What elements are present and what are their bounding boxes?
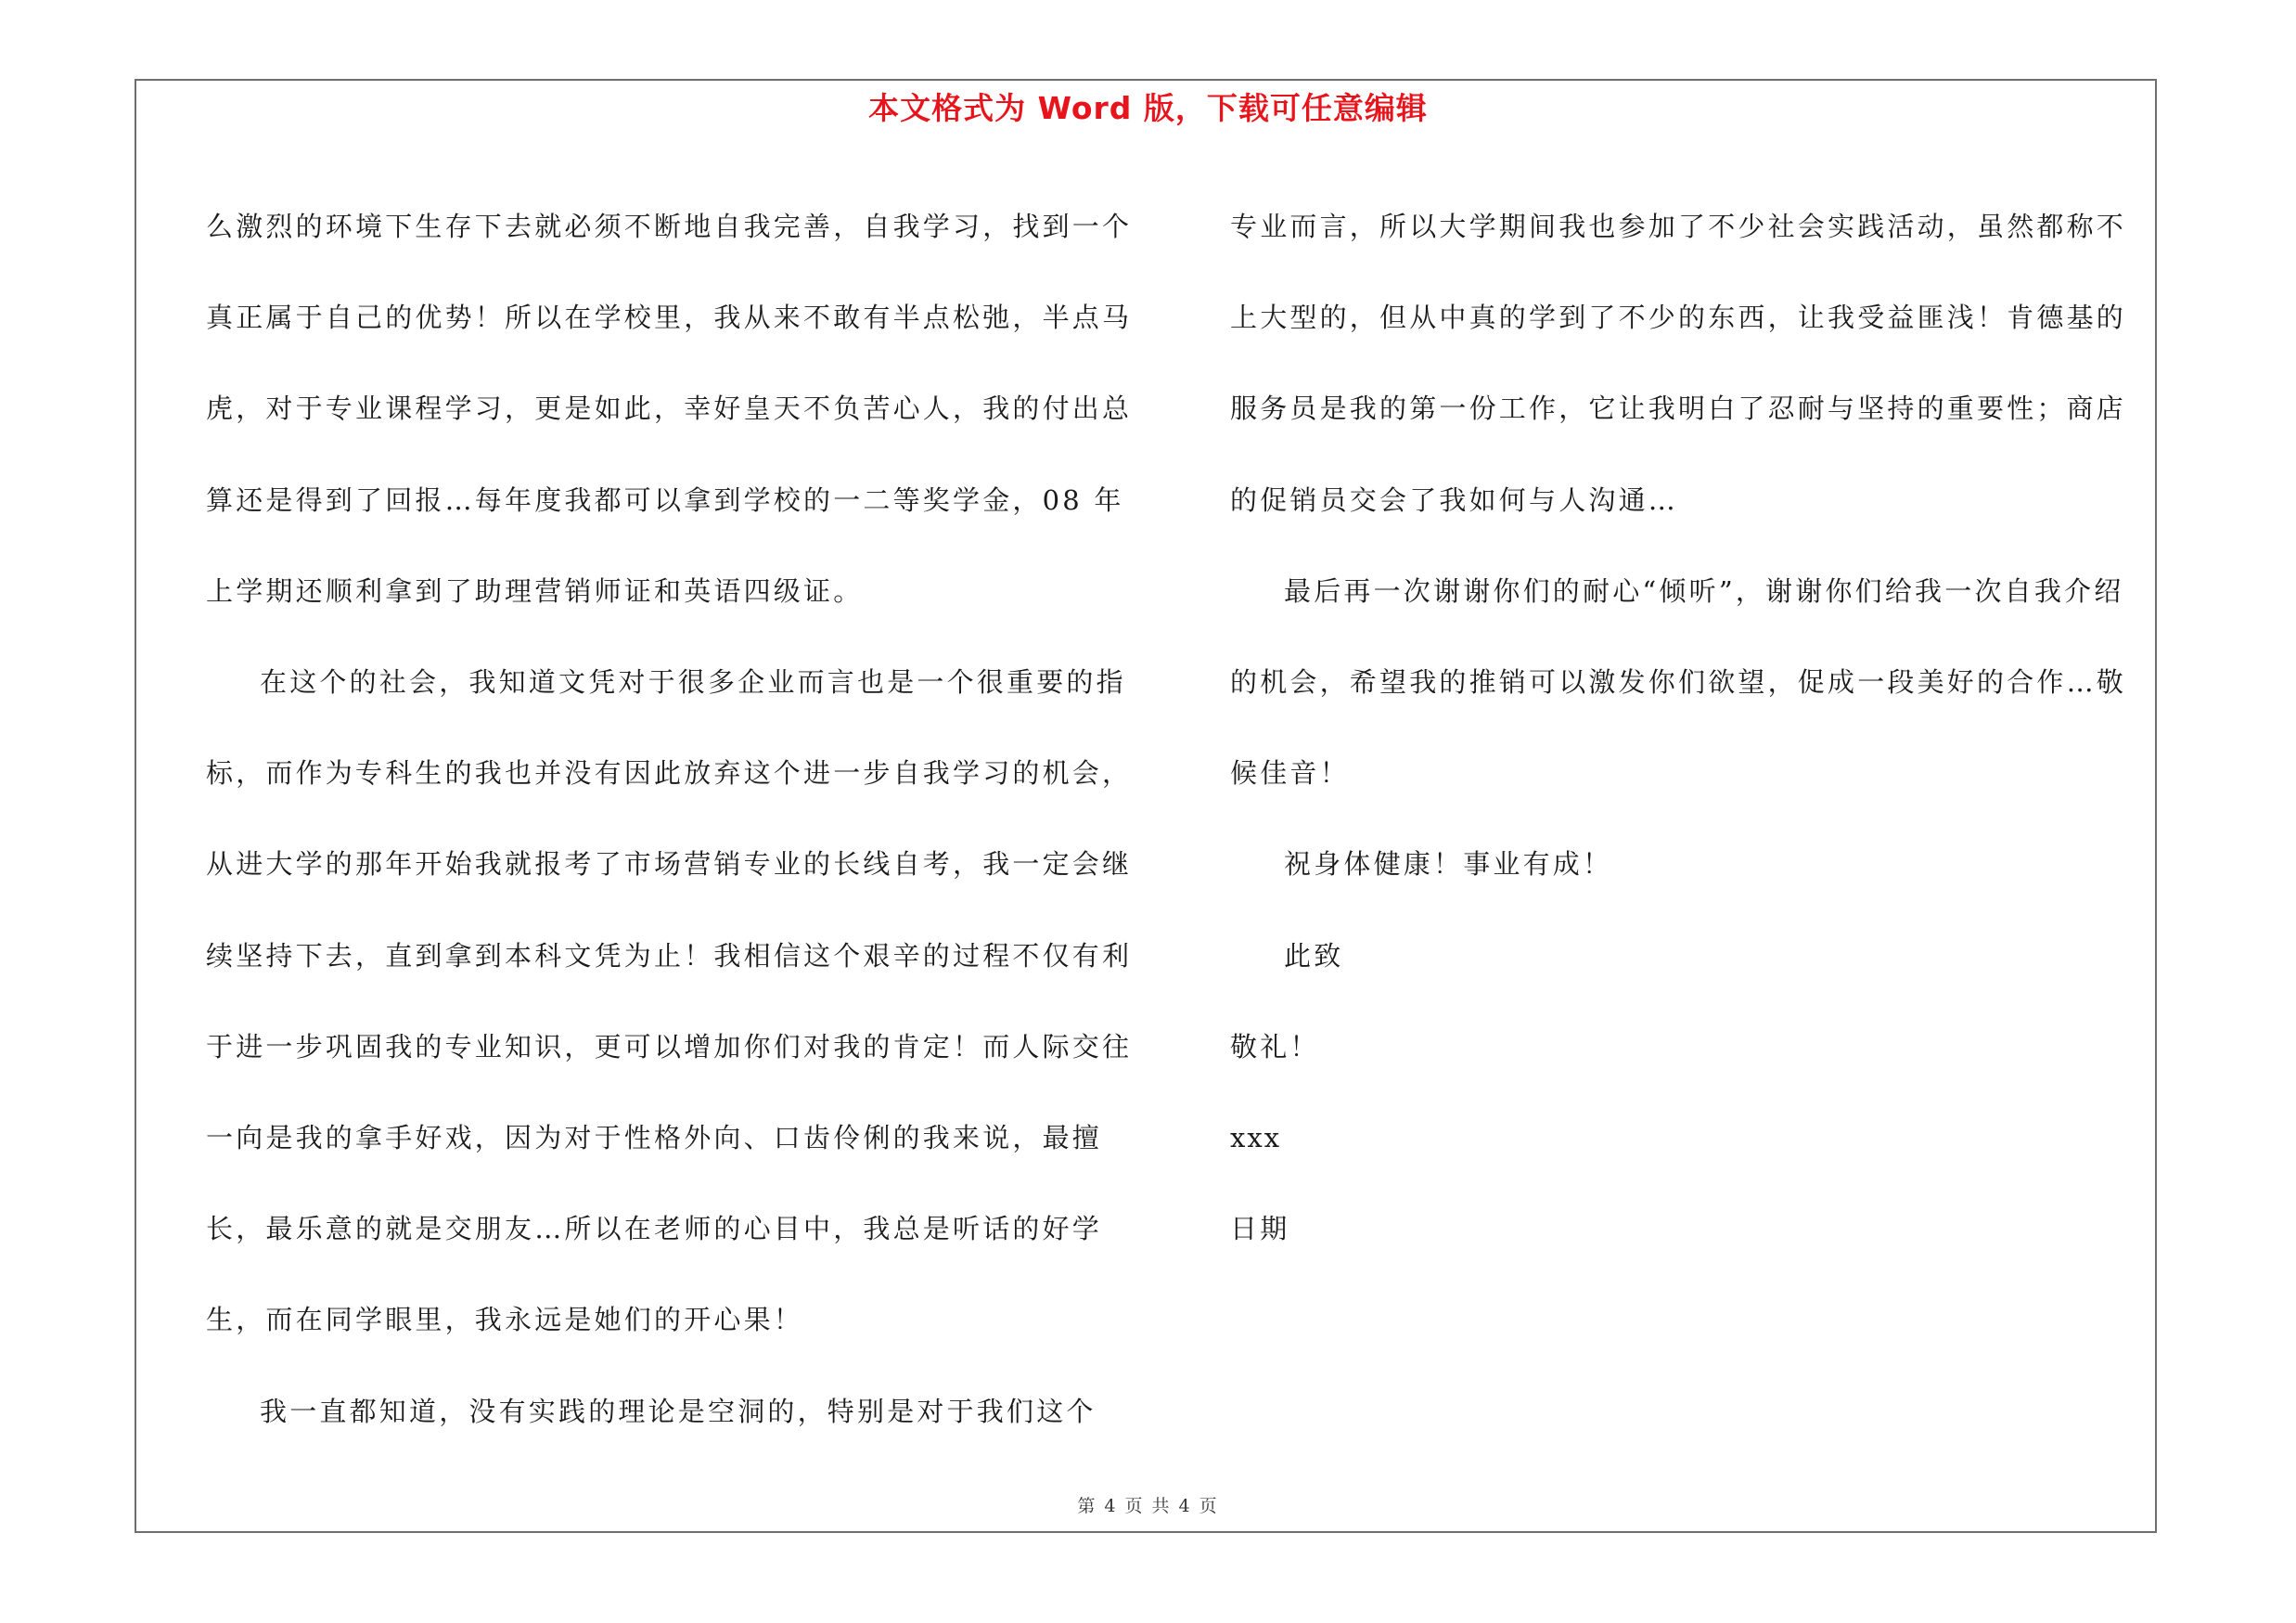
body-paragraph-practice: 我一直都知道，没有实践的理论是空洞的，特别是对于我们这个: [260, 1395, 1097, 1427]
salute-line: 敬礼！: [1230, 1030, 1320, 1063]
right-text-column: [1230, 181, 2148, 1274]
wish-line: 祝身体健康！事业有成！: [1284, 848, 1613, 881]
signature-line: xxx: [1230, 1122, 1282, 1154]
body-paragraph-self-study: 在这个的社会，我知道文凭对于很多企业而言也是一个很重要的指标，而作为专科生的我也并没有因此放弃这个进一步自我学习的机会，从进大学的那年开始我就报考了市场营销专业的长线自考，我一定会继续坚持下去，直到拿到本科文凭为止！我相信这个艰辛的过程不仅有利于进一步巩固我的专业知识，更可以增加你们对我的肯定！而人际交往一向是我的拿手好戏，因为对于性格外向、口齿伶俐的我来说，最擅长，最乐意的就是交朋友…所以在老师的心目中，我总是听话的好学生，而在同学眼里，我永远是她们的开心果！: [206, 666, 1133, 1336]
closing-line: 此致: [1284, 939, 1344, 972]
body-paragraph-social-practice: 专业而言，所以大学期间我也参加了不少社会实践活动，虽然都称不上大型的，但从中真的学到了不少的东西，让我受益匪浅！肯德基的服务员是我的第一份工作，它让我明白了忍耐与坚持的重要性；商店的促销员交会了我如何与人沟通…: [1230, 211, 2127, 516]
word-format-banner: 本文格式为 Word 版，下载可任意编辑: [868, 90, 1428, 126]
body-paragraph-scholarship: 么激烈的环境下生存下去就必须不断地自我完善，自我学习，找到一个真正属于自己的优势！所以在学校里，我从来不敢有半点松弛，半点马虎，对于专业课程学习，更是如此，幸好皇天不负苦心人，我的付出总算还是得到了回报…每年度我都可以拿到学校的一二等奖学金，08 年上学期还顺利拿到了助理营销师证和英语四级证。: [206, 211, 1133, 607]
page-number-footer: 第 4 页 共 4 页: [1077, 1496, 1219, 1516]
left-text-column: [206, 181, 1141, 1457]
date-line: 日期: [1230, 1213, 1290, 1245]
body-paragraph-thanks: 最后再一次谢谢你们的耐心“倾听”，谢谢你们给我一次自我介绍的机会，希望我的推销可以激发你们欲望，促成一段美好的合作…敬候佳音！: [1230, 574, 2127, 790]
